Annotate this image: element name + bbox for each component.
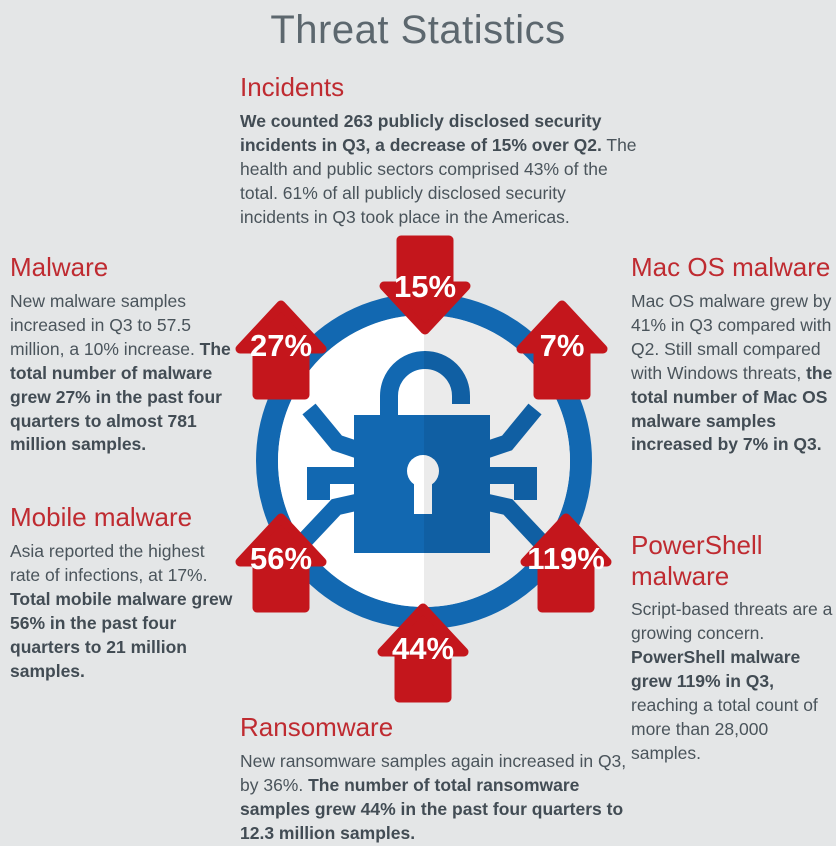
section-heading-ransomware: Ransomware	[240, 712, 394, 742]
incidents-bold-text: We counted 263 publicly disclosed security incidents in Q3, a decrease of 15% over Q2.	[240, 110, 602, 155]
section-heading-mac-os: Mac OS malware	[631, 252, 831, 282]
incidents-regular-text: The health and public sectors comprised 43% of the total. 61% of all publicly disclosed security incidents in Q3 took place in the Americas.	[240, 134, 637, 227]
section-heading-powershell: PowerShell malware	[631, 530, 763, 591]
arrow-value-mobile: 56%	[249, 541, 313, 576]
section-heading-incidents: Incidents	[240, 72, 345, 102]
mac-os-bold-text: the total number of Mac OS malware samples increased by 7% in Q3.	[631, 362, 833, 455]
spider-leg-middle-left	[307, 467, 359, 484]
arrow-value-malware: 27%	[249, 328, 313, 363]
powershell-regular-text: Script-based threats are a growing concern.	[631, 599, 833, 644]
spider-leg-middle-left-foot	[307, 484, 330, 500]
mobile-regular-text: Asia reported the highest rate of infections, at 17%.	[10, 540, 208, 585]
arrow-value-ransomware: 44%	[391, 631, 455, 666]
malware-bold-text: The total number of malware grew 27% in the past four quarters to almost 781 million samples.	[10, 338, 231, 455]
powershell-bold-text: PowerShell malware grew 119% in Q3,	[631, 647, 801, 692]
mac-os-regular-text: Mac OS malware grew by 41% in Q3 compared with Q2. Still small compared with Windows threats,	[631, 290, 832, 383]
section-heading-malware: Malware	[10, 252, 109, 282]
ransomware-bold-text: The number of total ransomware samples grew 44% in the past four quarters to 12.3 million samples.	[240, 774, 624, 843]
arrow-value-mac-os: 7%	[539, 328, 585, 363]
arrow-value-powershell: 119%	[527, 541, 605, 576]
mobile-bold-text: Total mobile malware grew 56% in the past four quarters to 21 million samples.	[10, 588, 233, 681]
powershell-regular-tail: reaching a total count of more than 28,000 samples.	[631, 695, 818, 764]
page-title: Threat Statistics	[270, 8, 566, 52]
section-heading-mobile: Mobile malware	[10, 502, 193, 532]
arrow-value-incidents: 15%	[393, 269, 457, 304]
ransomware-regular-text: New ransomware samples again increased in Q3, by 36%.	[240, 750, 627, 795]
malware-regular-text: New malware samples increased in Q3 to 57.5 million, a 10% increase.	[10, 290, 200, 359]
